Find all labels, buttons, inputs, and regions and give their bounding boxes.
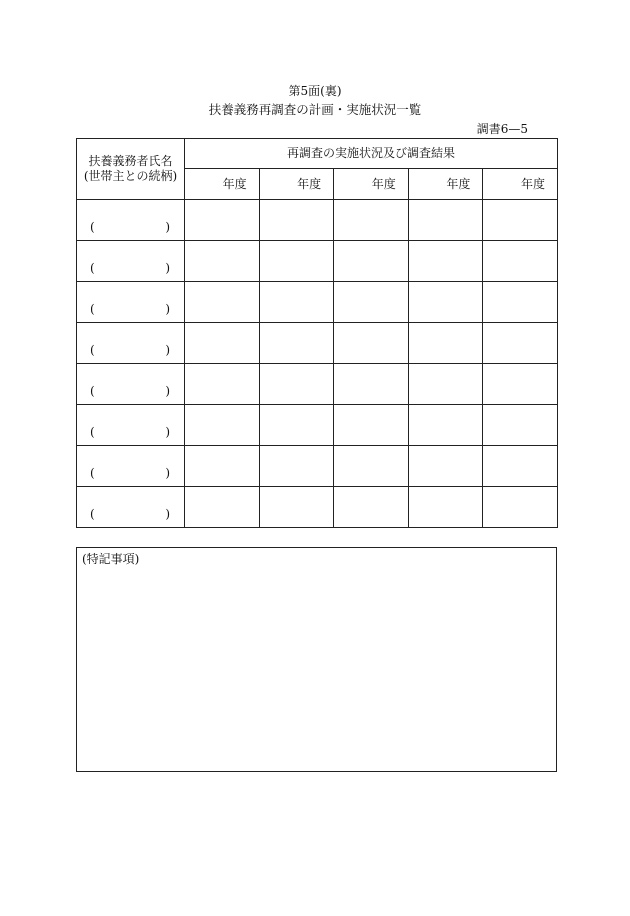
year-header: 年度	[483, 169, 558, 200]
relationship-paren-close: )	[165, 425, 170, 439]
survey-result-cell[interactable]	[185, 241, 260, 282]
relationship-paren-close: )	[165, 466, 170, 480]
notes-label: (特記事項)	[82, 552, 140, 566]
name-relationship-cell[interactable]	[77, 323, 185, 364]
survey-result-cell[interactable]	[259, 282, 334, 323]
survey-result-cell[interactable]	[259, 241, 334, 282]
name-relationship-cell[interactable]	[77, 241, 185, 282]
name-relationship-cell[interactable]	[77, 200, 185, 241]
survey-result-cell[interactable]	[334, 487, 409, 528]
page-title: 扶養義務再調査の計画・実施状況一覧	[208, 102, 422, 117]
notes-box[interactable]	[76, 547, 557, 772]
relationship-paren-open: (	[90, 220, 95, 234]
survey-result-cell[interactable]	[408, 282, 483, 323]
survey-result-cell[interactable]	[334, 200, 409, 241]
survey-result-cell[interactable]	[259, 487, 334, 528]
year-header: 年度	[259, 169, 334, 200]
survey-result-cell[interactable]	[483, 487, 558, 528]
year-header: 年度	[334, 169, 409, 200]
name-relationship-cell[interactable]	[77, 405, 185, 446]
survey-result-cell[interactable]	[408, 487, 483, 528]
name-column-header	[77, 139, 185, 200]
survey-result-cell[interactable]	[408, 323, 483, 364]
name-relationship-cell[interactable]	[77, 487, 185, 528]
relationship-paren-open: (	[90, 425, 95, 439]
relationship-paren-close: )	[165, 261, 170, 275]
survey-result-cell[interactable]	[334, 282, 409, 323]
relationship-paren-open: (	[90, 466, 95, 480]
survey-result-cell[interactable]	[483, 282, 558, 323]
survey-result-cell[interactable]	[483, 241, 558, 282]
table-row	[77, 364, 558, 405]
name-relationship-cell[interactable]	[77, 446, 185, 487]
survey-result-cell[interactable]	[334, 446, 409, 487]
relationship-paren-open: (	[90, 343, 95, 357]
survey-result-cell[interactable]	[408, 405, 483, 446]
survey-result-cell[interactable]	[483, 446, 558, 487]
relationship-paren-open: (	[90, 302, 95, 316]
survey-result-cell[interactable]	[259, 323, 334, 364]
survey-table	[76, 138, 558, 528]
relationship-paren-close: )	[165, 507, 170, 521]
relationship-paren-open: (	[90, 384, 95, 398]
table-row	[77, 405, 558, 446]
survey-result-cell[interactable]	[408, 364, 483, 405]
survey-result-cell[interactable]	[185, 446, 260, 487]
form-code: 調書6—5	[476, 122, 528, 136]
survey-result-cell[interactable]	[483, 405, 558, 446]
survey-result-cell[interactable]	[259, 200, 334, 241]
survey-result-cell[interactable]	[483, 200, 558, 241]
survey-result-cell[interactable]	[483, 323, 558, 364]
survey-result-cell[interactable]	[185, 364, 260, 405]
survey-result-cell[interactable]	[408, 446, 483, 487]
survey-results-header: 再調査の実施状況及び調査結果	[185, 139, 558, 169]
table-row	[77, 487, 558, 528]
survey-table-body	[77, 200, 558, 528]
table-row	[77, 241, 558, 282]
year-header: 年度	[185, 169, 260, 200]
survey-result-cell[interactable]	[185, 323, 260, 364]
survey-result-cell[interactable]	[483, 364, 558, 405]
relationship-paren-open: (	[90, 507, 95, 521]
survey-result-cell[interactable]	[259, 405, 334, 446]
table-row	[77, 200, 558, 241]
survey-result-cell[interactable]	[259, 364, 334, 405]
survey-result-cell[interactable]	[334, 241, 409, 282]
name-relationship-cell[interactable]	[77, 282, 185, 323]
name-header-line1: 扶養義務者氏名	[88, 154, 173, 168]
survey-result-cell[interactable]	[185, 487, 260, 528]
survey-result-cell[interactable]	[334, 405, 409, 446]
survey-result-cell[interactable]	[185, 200, 260, 241]
survey-result-cell[interactable]	[259, 446, 334, 487]
relationship-paren-open: (	[90, 261, 95, 275]
table-row	[77, 446, 558, 487]
name-header-line2: (世帯主との続柄)	[83, 169, 178, 183]
survey-result-cell[interactable]	[408, 241, 483, 282]
table-row	[77, 323, 558, 364]
relationship-paren-close: )	[165, 220, 170, 234]
survey-result-cell[interactable]	[334, 364, 409, 405]
survey-result-cell[interactable]	[408, 200, 483, 241]
page-number: 第5面(裏)	[288, 84, 342, 98]
relationship-paren-close: )	[165, 343, 170, 357]
relationship-paren-close: )	[165, 384, 170, 398]
table-row	[77, 282, 558, 323]
survey-result-cell[interactable]	[185, 282, 260, 323]
name-relationship-cell[interactable]	[77, 364, 185, 405]
relationship-paren-close: )	[165, 302, 170, 316]
survey-result-cell[interactable]	[185, 405, 260, 446]
year-header: 年度	[408, 169, 483, 200]
survey-result-cell[interactable]	[334, 323, 409, 364]
